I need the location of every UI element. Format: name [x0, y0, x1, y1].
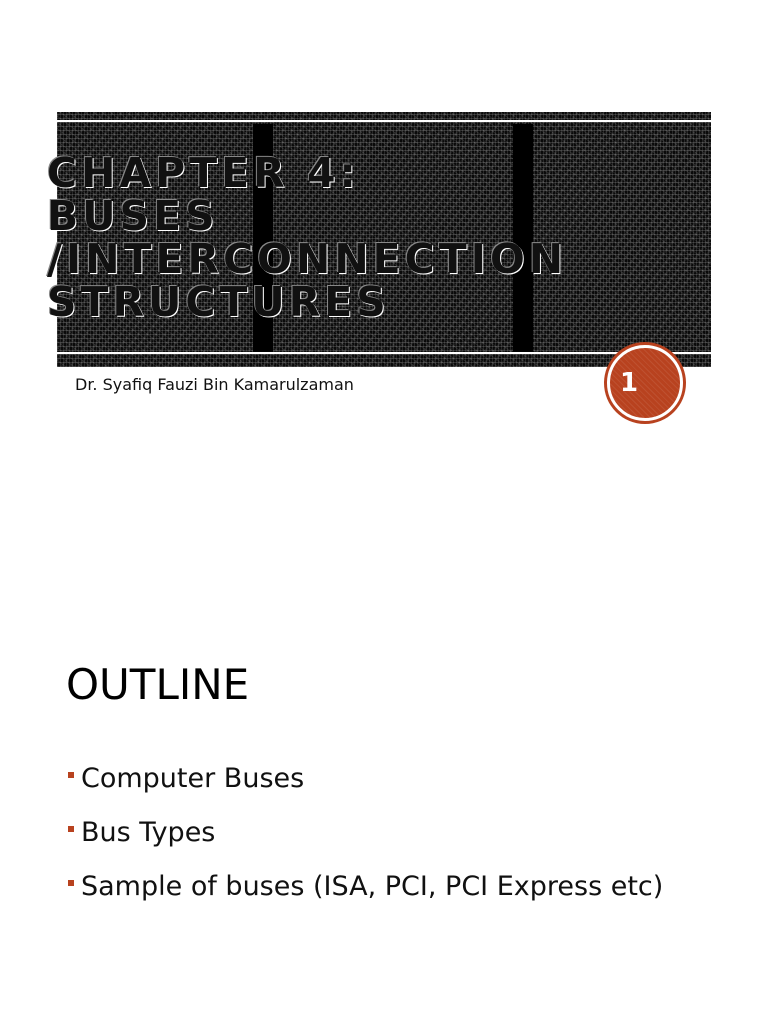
banner-bottom-rule	[57, 352, 711, 354]
bullet-square-icon	[68, 880, 74, 886]
slide-title-line: STRUCTURES	[47, 278, 390, 326]
slide-number-badge: 1	[607, 345, 683, 421]
bullet-square-icon	[68, 772, 74, 778]
bullet-item	[66, 806, 706, 860]
slide-title-line: BUSES	[47, 192, 219, 240]
bullet-item	[66, 860, 706, 914]
slide-title-line: /INTERCONNECTION	[47, 235, 568, 283]
bullet-list	[66, 752, 706, 914]
bullet-text: Sample of buses (ISA, PCI, PCI Express etc)	[81, 871, 664, 902]
bullet-text: Bus Types	[81, 817, 216, 848]
slide-title	[47, 149, 607, 326]
outline-slide	[0, 512, 768, 1024]
slide-title-line: CHAPTER 4:	[47, 149, 360, 197]
banner-top-rule	[57, 120, 711, 122]
bullet-square-icon	[68, 826, 74, 832]
author-name: Dr. Syafiq Fauzi Bin Kamarulzaman	[75, 375, 354, 394]
bullet-item	[66, 752, 706, 806]
outline-title: OUTLINE	[66, 660, 250, 709]
bullet-text: Computer Buses	[81, 763, 305, 794]
